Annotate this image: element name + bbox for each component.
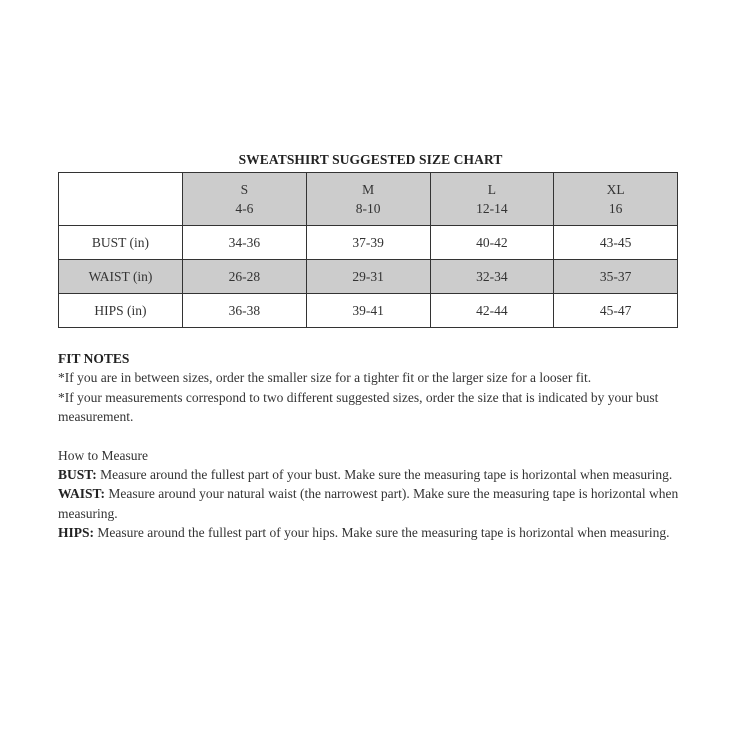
measure-item-hips [58, 523, 690, 542]
table-cell: 39-41 [306, 294, 430, 328]
how-to-measure-heading: How to Measure [58, 447, 148, 463]
measure-text: Measure around the fullest part of your bust. Make sure the measuring tape is horizontal when measuring. [100, 467, 673, 483]
table-cell: 37-39 [306, 226, 430, 260]
fit-note: *If your measurements correspond to two different suggested sizes, order the size that is indicated by your bust measurement. [58, 389, 659, 425]
measure-text: Measure around your natural waist (the narrowest part). Make sure the measuring tape is horizontal when measuring. [58, 486, 679, 521]
table-row-bust [59, 226, 678, 260]
fit-note: *If you are in between sizes, order the smaller size for a tighter fit or the larger size for a looser fit. [58, 370, 592, 386]
measure-term: BUST: [58, 467, 97, 483]
size-range: 4-6 [235, 201, 254, 216]
table-cell: 29-31 [306, 260, 430, 294]
size-header-xl [554, 173, 678, 226]
table-header-row [59, 173, 678, 226]
measure-term: WAIST: [58, 486, 106, 502]
size-name: M [362, 182, 375, 197]
measure-text: Measure around the fullest part of your hips. Make sure the measuring tape is horizontal when measuring. [97, 525, 670, 541]
size-name: L [487, 182, 496, 197]
size-header-m [306, 173, 430, 226]
table-cell: 36-38 [183, 294, 307, 328]
measure-term: HIPS: [58, 525, 95, 541]
size-header-s [183, 173, 307, 226]
table-cell: 26-28 [183, 260, 307, 294]
table-cell: 34-36 [183, 226, 307, 260]
table-cell: 43-45 [554, 226, 678, 260]
chart-title: SWEATSHIRT SUGGESTED SIZE CHART [238, 152, 503, 167]
size-header-l [430, 173, 554, 226]
row-label: HIPS (in) [59, 294, 183, 328]
spacer [58, 427, 690, 446]
table-cell: 32-34 [430, 260, 554, 294]
notes-section [58, 349, 690, 543]
row-label: BUST (in) [59, 226, 183, 260]
size-chart-table [58, 172, 678, 328]
size-range: 16 [608, 201, 623, 216]
table-cell: 40-42 [430, 226, 554, 260]
size-name: XL [606, 182, 625, 197]
size-range: 8-10 [355, 201, 381, 216]
size-name: S [240, 182, 249, 197]
table-row-waist [59, 260, 678, 294]
table-cell: 35-37 [554, 260, 678, 294]
measure-item-bust [58, 465, 690, 484]
header-empty-cell [59, 173, 183, 226]
row-label: WAIST (in) [59, 260, 183, 294]
table-cell: 42-44 [430, 294, 554, 328]
fit-notes-heading: FIT NOTES [58, 351, 130, 366]
size-range: 12-14 [476, 201, 508, 216]
table-cell: 45-47 [554, 294, 678, 328]
table-row-hips [59, 294, 678, 328]
measure-item-waist [58, 484, 690, 523]
